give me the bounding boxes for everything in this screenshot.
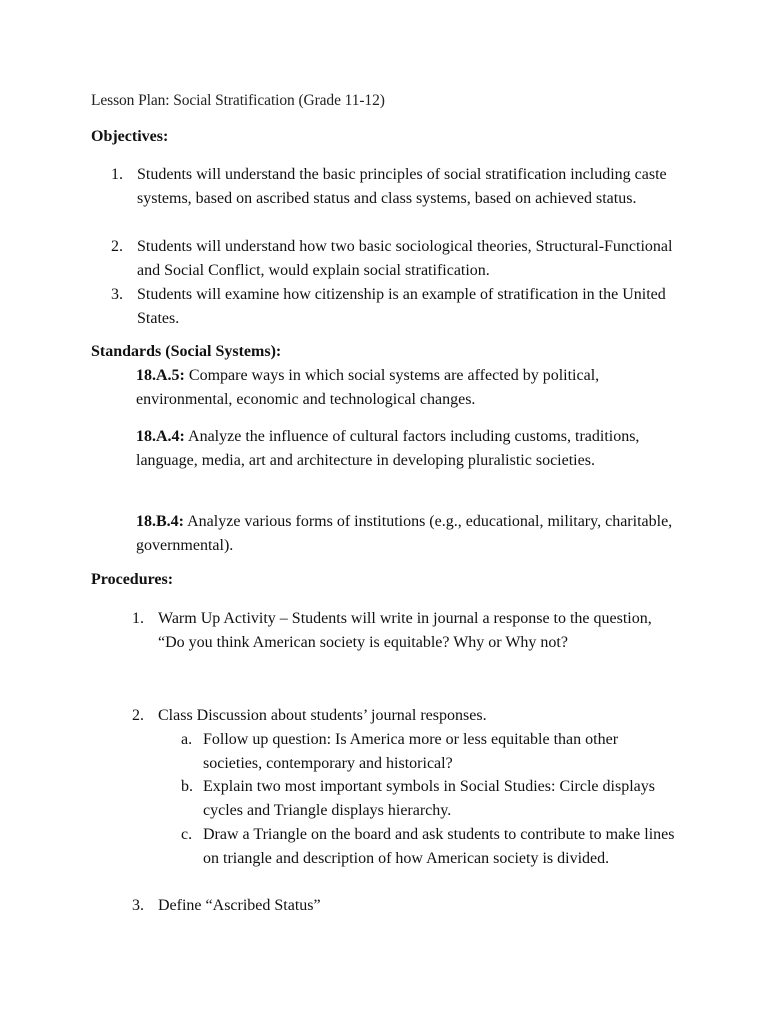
list-text: Warm Up Activity – Students will write in journal a response to the question, “Do you think American society is equitable? Why or Why not? [158, 610, 652, 651]
objectives-heading: Objectives: [91, 128, 169, 145]
standard-item [136, 510, 676, 558]
standard-code: 18.A.4: [136, 428, 185, 445]
procedure-subitem [181, 823, 678, 871]
objectives-item [111, 163, 677, 211]
list-text: Follow up question: Is America more or less equitable than other societies, contemporary and historical? [203, 731, 619, 772]
list-number: 2. [111, 238, 123, 255]
procedure-item [132, 894, 678, 918]
procedure-item [132, 704, 678, 728]
list-text: Students will examine how citizenship is an example of stratification in the United States. [137, 286, 666, 327]
objectives-item [111, 283, 677, 331]
list-number: 3. [132, 897, 144, 914]
list-text: Students will understand the basic principles of social stratification including caste systems, based on ascribed status and class systems, based on achieved status. [137, 166, 667, 207]
list-text: Class Discussion about students’ journal responses. [158, 707, 487, 724]
list-number: 2. [132, 707, 144, 724]
standard-text: Compare ways in which social systems are affected by political, environmental, economic and technological changes. [136, 367, 600, 408]
list-text: Explain two most important symbols in Social Studies: Circle displays cycles and Triangle displays hierarchy. [203, 778, 655, 819]
list-number: 1. [132, 610, 144, 627]
procedure-subitem [181, 728, 678, 776]
standard-code: 18.A.5: [136, 367, 185, 384]
standard-item [136, 425, 676, 473]
standards-heading: Standards (Social Systems): [91, 343, 282, 360]
standard-text: Analyze various forms of institutions (e.g., educational, military, charitable, governmental). [136, 513, 673, 554]
list-number: 1. [111, 166, 123, 183]
objectives-item [111, 235, 677, 283]
list-letter: a. [181, 731, 193, 748]
procedures-heading: Procedures: [91, 571, 174, 588]
document-header: Lesson Plan: Social Stratification (Grade 11-12) [91, 92, 385, 109]
standard-code: 18.B.4: [136, 513, 184, 530]
procedure-subitem [181, 775, 678, 823]
list-text: Students will understand how two basic sociological theories, Structural-Functional and Social Conflict, would explain social stratification. [137, 238, 673, 279]
list-text: Draw a Triangle on the board and ask students to contribute to make lines on triangle and description of how American society is divided. [203, 826, 675, 867]
list-letter: c. [181, 826, 193, 843]
list-number: 3. [111, 286, 123, 303]
standard-item [136, 364, 676, 412]
list-text: Define “Ascribed Status” [158, 897, 321, 914]
procedure-item [132, 607, 678, 655]
standard-text: Analyze the influence of cultural factors including customs, traditions, language, media, art and architecture in developing pluralistic societies. [136, 428, 640, 469]
list-letter: b. [181, 778, 193, 795]
